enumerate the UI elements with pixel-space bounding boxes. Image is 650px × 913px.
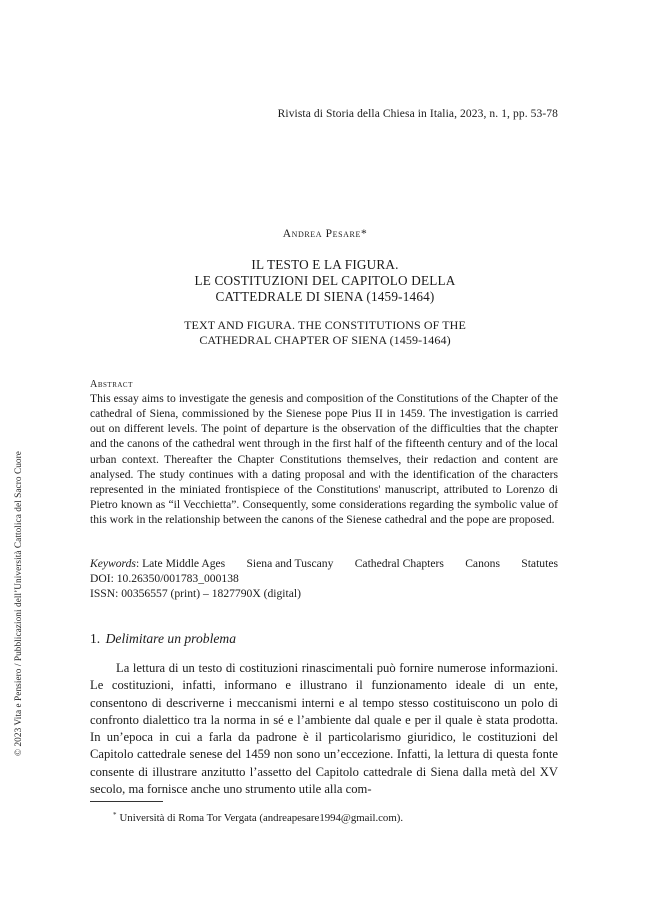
- keyword: Siena and Tuscany: [246, 557, 334, 570]
- title-english-line: CATHEDRAL CHAPTER OF SIENA (1459-1464): [199, 333, 451, 347]
- title-english: [0, 318, 650, 348]
- title-english-line: TEXT AND FIGURA. THE CONSTITUTIONS OF THE: [184, 318, 466, 332]
- article-metadata: [90, 556, 558, 602]
- title-italian-line: CATTEDRALE DI SIENA (1459-1464): [215, 289, 435, 305]
- side-copyright-text: © 2023 Vita e Pensiero / Pubblicazioni dell’Università Cattolica del Sacro Cuore: [14, 451, 24, 756]
- issn: ISSN: 00356557 (print) – 1827790X (digital): [90, 587, 301, 601]
- keyword: Late Middle Ages: [142, 557, 226, 570]
- section-number: 1.: [90, 631, 101, 646]
- author-name: Andrea Pesare*: [282, 228, 368, 240]
- doi: DOI: 10.26350/001783_000138: [90, 572, 239, 586]
- title-italian-line: LE COSTITUZIONI DEL CAPITOLO DELLA: [194, 273, 456, 289]
- footnote: [113, 811, 403, 824]
- section-heading: [90, 631, 236, 647]
- keyword: Statutes: [521, 557, 558, 570]
- body-paragraph: [90, 660, 558, 798]
- keywords-label-group: Keywords: Late Middle Ages: [90, 557, 226, 570]
- body-paragraph-text: La lettura di un testo di costituzioni rinascimentali può fornire numerose informazioni. Le costituzioni, infatti, informano e illustrano il funzionamento ideale di un ente, consentono di descriverne i meccanismi interni e al tempo stesso costituiscono un polo di confronto dialettico tra la norma in sé e l’ambiente dal quale e per il quale è stata prodotta. In un’epoca in cui a farla da padrone è il particolarismo giuridico, le costituzioni del Capitolo cattedrale senese del 1459 non sono un’eccezione. Infatti, la lettura di questa fonte consente di illustrare anzitutto l’assetto del Capitolo cattedrale di Siena dalla metà del XV secolo, ma fornisce anche uno strumento utile alla com-: [90, 661, 558, 797]
- keywords-label: Keywords: [90, 557, 136, 570]
- abstract-heading: Abstract: [90, 379, 133, 390]
- title-italian: [0, 257, 650, 306]
- footnote-divider: [90, 801, 163, 802]
- section-title: Delimitare un problema: [105, 631, 236, 646]
- journal-header: Rivista di Storia della Chiesa in Italia, 2023, n. 1, pp. 53-78: [277, 108, 558, 120]
- footnote-text: Università di Roma Tor Vergata (andreapesare1994@gmail.com).: [119, 812, 404, 824]
- abstract-text: This essay aims to investigate the genesis and composition of the Constitutions of the Chapter of the cathedral of Siena, commissioned by the Sienese pope Pius II in 1459. The investigation is carried out on different levels. The point of departure is the observation of the difficulties that the chapter and the canons of the cathedral went through in the first half of the fifteenth century and of the local urban context. Thereafter the Chapter Constitutions themselves, their redaction and content are analysed. The study continues with a dating proposal and with the identification of the characters represented in the miniated frontispiece of the Constitutions' manuscript, attributed to Lorenzo di Pietro known as “il Vecchietta”. Consequently, some considerations regarding the symbolic value of this work in the relationship between the canons of the Sienese cathedral and the pope are proposed.: [90, 392, 558, 527]
- keywords-row: [90, 556, 558, 571]
- footnote-marker: *: [113, 811, 117, 819]
- keyword: Canons: [465, 557, 500, 570]
- keyword: Cathedral Chapters: [354, 557, 444, 570]
- title-italian-line: IL TESTO E LA FIGURA.: [251, 257, 399, 272]
